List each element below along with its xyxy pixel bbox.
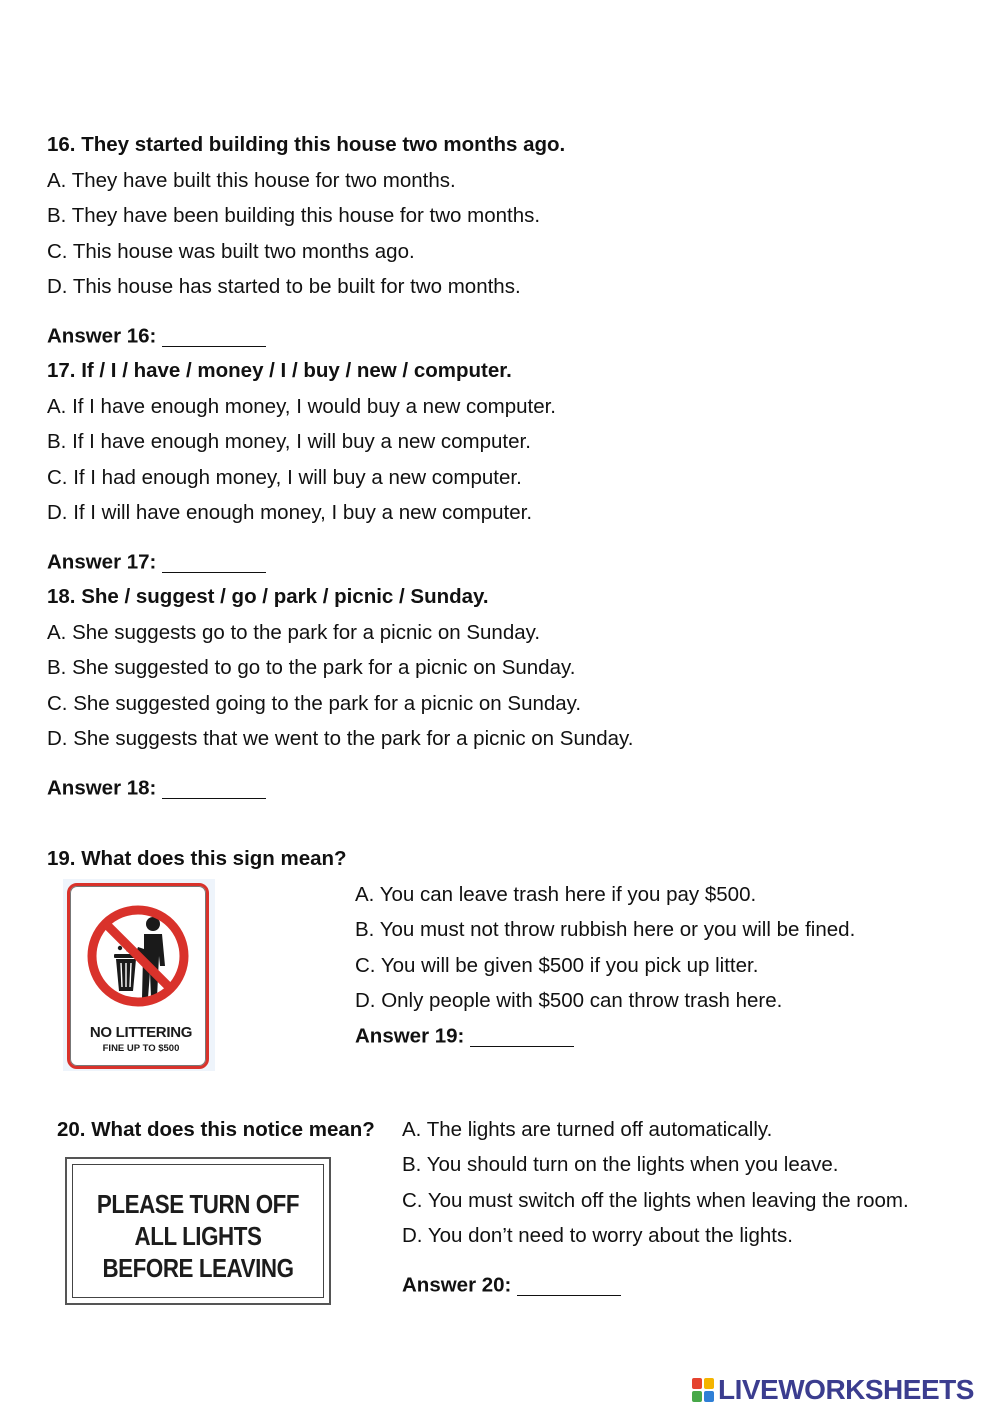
question-19-option-d: D. Only people with $500 can throw trash here.	[355, 989, 783, 1012]
notice-line-2: ALL LIGHTS	[134, 1221, 262, 1251]
question-16-option-a: A. They have built this house for two months.	[47, 169, 456, 192]
answer-18-row	[47, 778, 266, 799]
answer-19-row	[355, 1026, 574, 1047]
notice-line-1: PLEASE TURN OFF	[96, 1189, 300, 1219]
answer-20-label: Answer 20:	[402, 1273, 512, 1297]
notice-line-3: BEFORE LEAVING	[102, 1253, 294, 1283]
question-19-prompt: 19. What does this sign mean?	[47, 847, 347, 870]
lights-notice-border	[72, 1164, 324, 1298]
logo-text: LIVEWORKSHEETS	[718, 1374, 974, 1405]
sign-title: NO LITTERING	[89, 1024, 193, 1041]
question-17-prompt: 17. If / I / have / money / I / buy / new / computer.	[47, 359, 512, 382]
question-16-option-c: C. This house was built two months ago.	[47, 240, 415, 263]
question-17-option-a: A. If I have enough money, I would buy a new computer.	[47, 395, 557, 418]
question-17-option-b: B. If I have enough money, I will buy a new computer.	[47, 430, 531, 453]
answer-16-label: Answer 16:	[47, 324, 157, 348]
question-18-option-b: B. She suggested to go to the park for a picnic on Sunday.	[47, 656, 576, 679]
question-16-option-d: D. This house has started to be built for two months.	[47, 275, 521, 298]
question-18-option-a: A. She suggests go to the park for a picnic on Sunday.	[47, 621, 541, 644]
answer-16-input[interactable]	[162, 326, 266, 347]
question-20-prompt: 20. What does this notice mean?	[57, 1118, 375, 1141]
liveworksheets-logo-icon	[692, 1378, 714, 1402]
answer-20-row	[402, 1275, 621, 1296]
no-littering-sign	[63, 879, 215, 1071]
answer-17-input[interactable]	[162, 552, 266, 573]
question-19-option-c: C. You will be given $500 if you pick up litter.	[355, 954, 759, 977]
question-20-option-b: B. You should turn on the lights when you leave.	[402, 1153, 839, 1176]
question-19-option-b: B. You must not throw rubbish here or you will be fined.	[355, 918, 856, 941]
question-18-prompt: 18. She / suggest / go / park / picnic / Sunday.	[47, 585, 489, 608]
answer-17-row	[47, 552, 266, 573]
answer-18-input[interactable]	[162, 778, 266, 799]
question-16-prompt: 16. They started building this house two months ago.	[47, 133, 566, 156]
question-19-option-a: A. You can leave trash here if you pay $500.	[355, 883, 757, 906]
answer-20-input[interactable]	[517, 1275, 621, 1296]
answer-16-row	[47, 326, 266, 347]
question-20-option-d: D. You don’t need to worry about the lights.	[402, 1224, 793, 1247]
answer-19-label: Answer 19:	[355, 1024, 465, 1048]
no-littering-sign-board	[67, 883, 209, 1069]
answer-18-label: Answer 18:	[47, 776, 157, 800]
answer-17-label: Answer 17:	[47, 550, 157, 574]
no-littering-icon	[70, 886, 206, 1022]
lights-notice-sign	[65, 1157, 331, 1305]
question-20-option-a: A. The lights are turned off automatically.	[402, 1118, 773, 1141]
question-17-option-c: C. If I had enough money, I will buy a new computer.	[47, 466, 522, 489]
question-18-option-d: D. She suggests that we went to the park for a picnic on Sunday.	[47, 727, 634, 750]
question-16-option-b: B. They have been building this house for two months.	[47, 204, 541, 227]
question-18-option-c: C. She suggested going to the park for a picnic on Sunday.	[47, 692, 582, 715]
sign-subtitle: FINE UP TO $500	[102, 1043, 180, 1054]
question-17-option-d: D. If I will have enough money, I buy a new computer.	[47, 501, 533, 524]
question-20-option-c: C. You must switch off the lights when leaving the room.	[402, 1189, 909, 1212]
answer-19-input[interactable]	[470, 1026, 574, 1047]
